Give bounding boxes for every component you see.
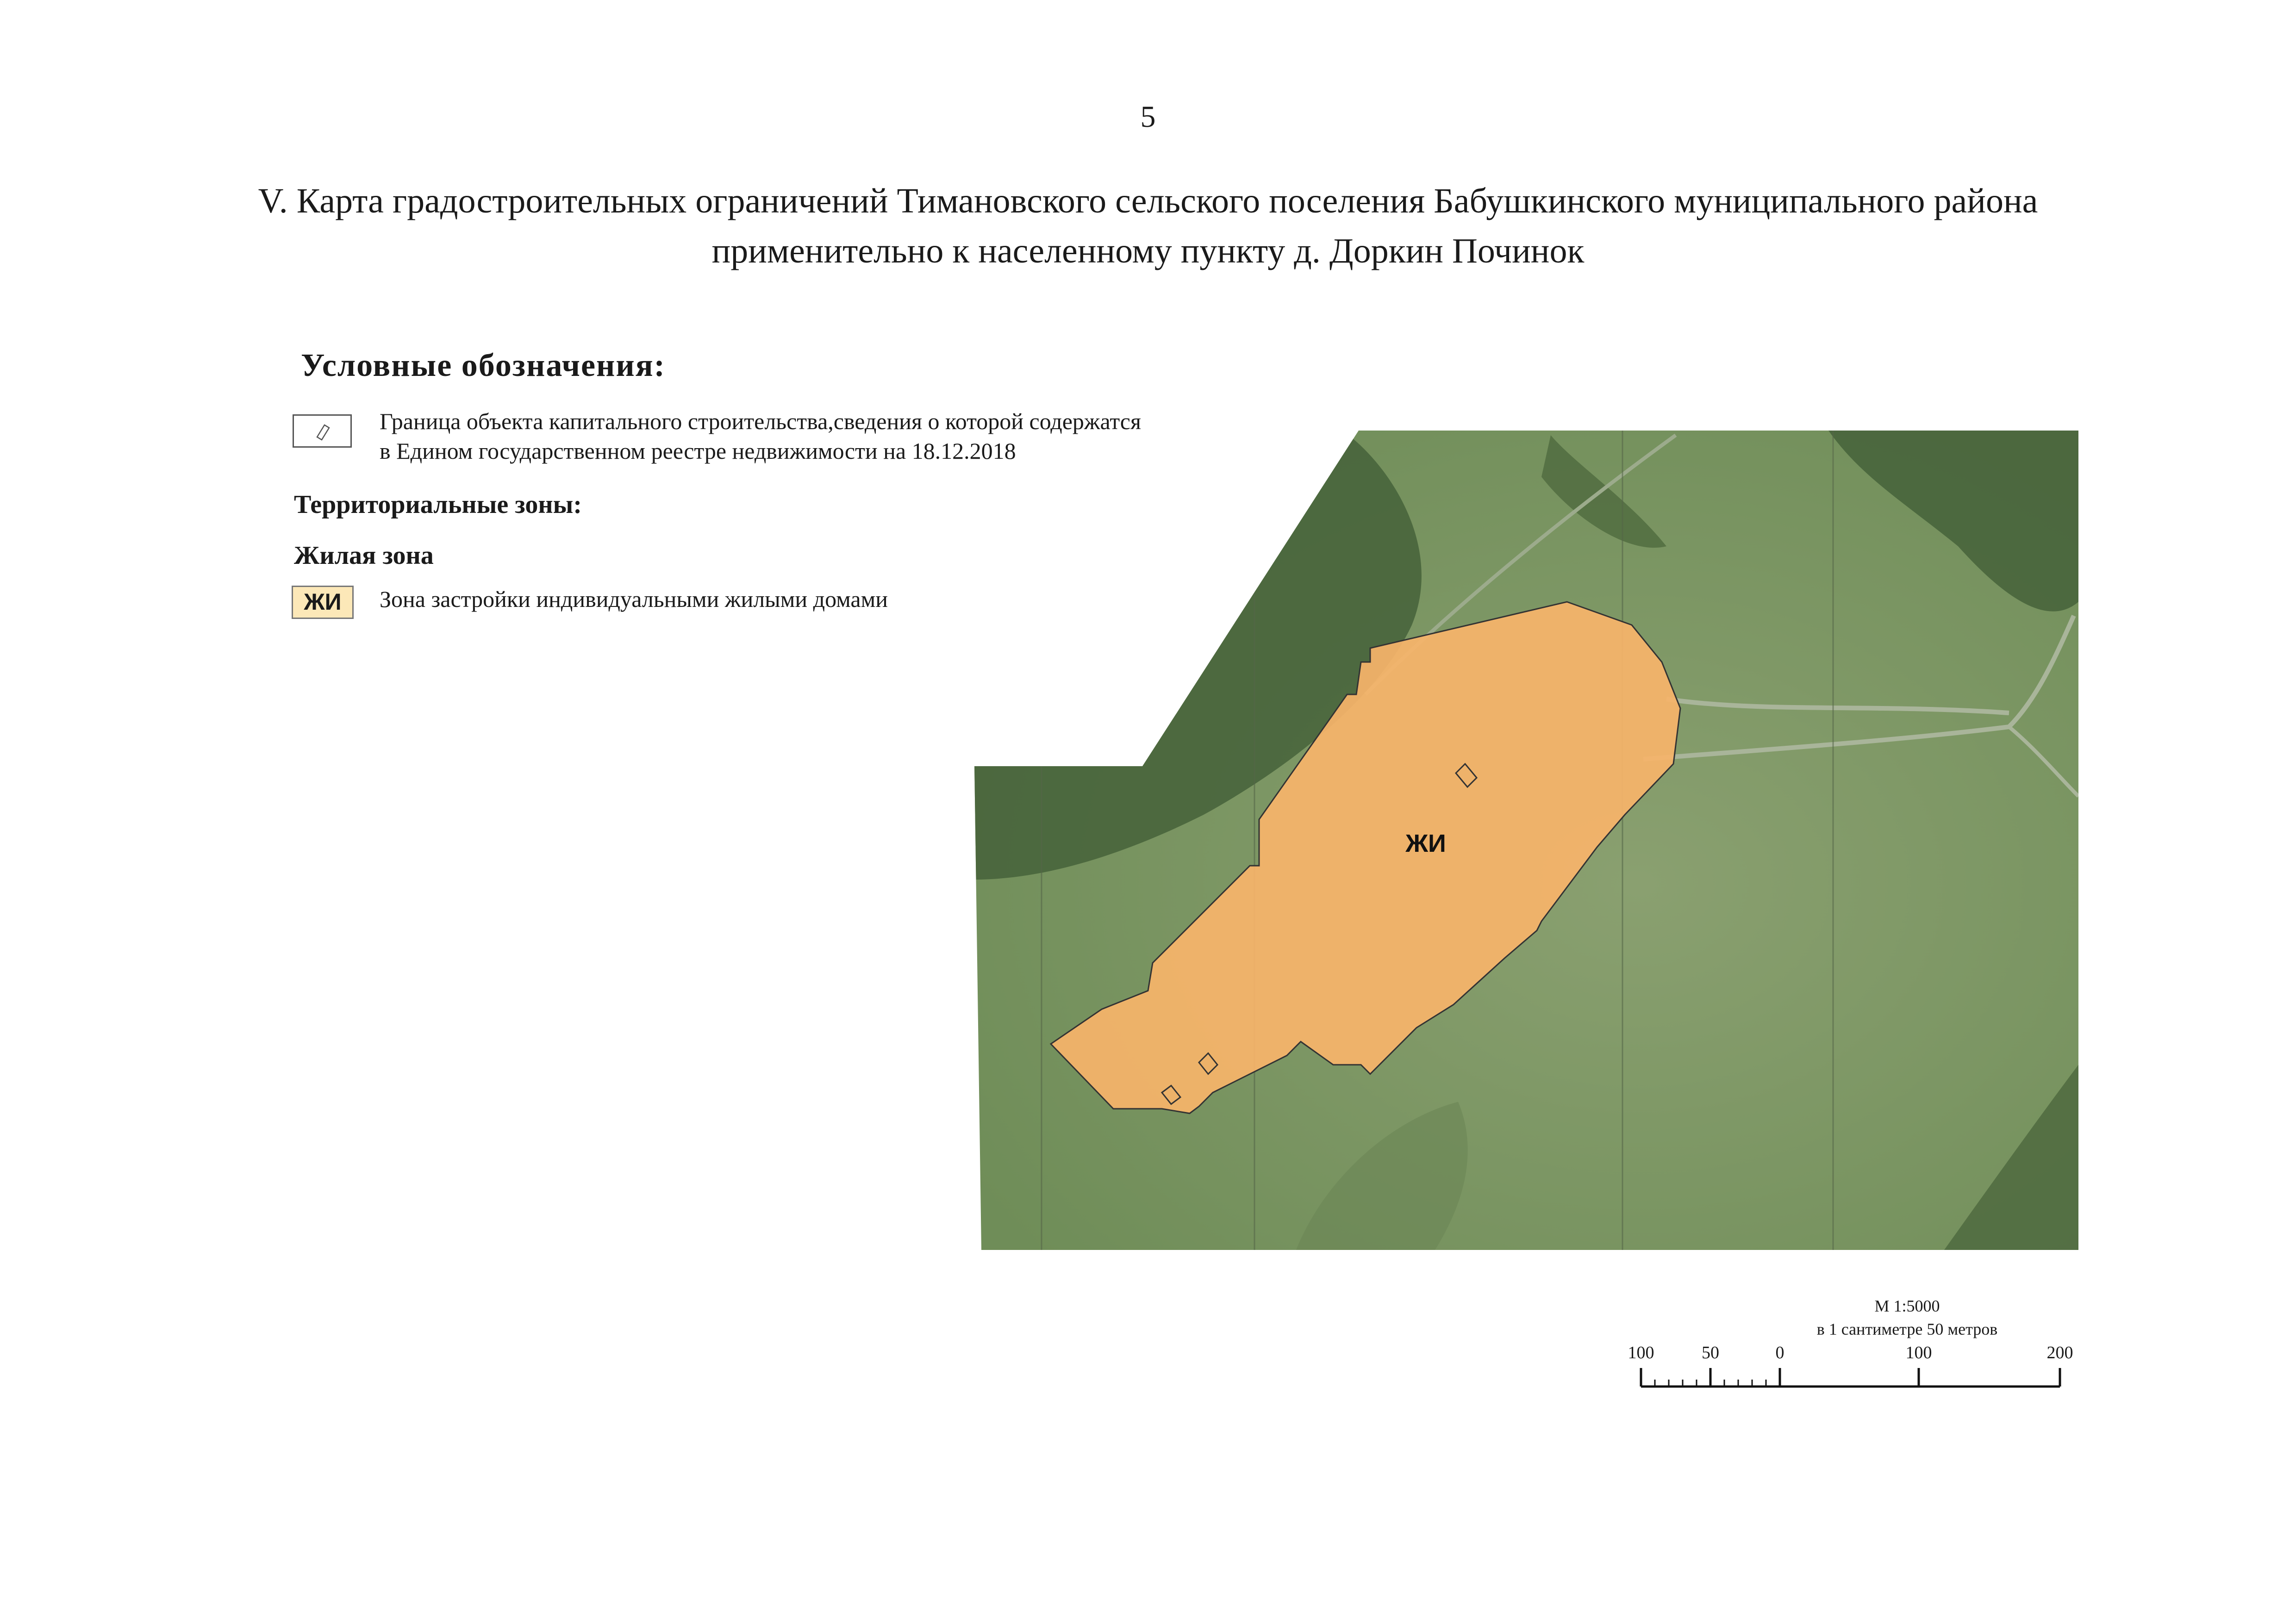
zone-legend-label: Зона застройки индивидуальными жилыми домами <box>380 586 888 612</box>
title-line-1: V. Карта градостроительных ограничений Тимановского сельского поселения Бабушкинского муниципального района <box>258 181 2038 220</box>
title-line-2: применительно к населенному пункту д. Доркин Починок <box>711 231 1585 270</box>
scale-ratio: М 1:5000 <box>1874 1297 1940 1315</box>
zone-map-label: ЖИ <box>1405 830 1446 857</box>
residential-zone-heading: Жилая зона <box>294 541 434 570</box>
scale-tick-label: 200 <box>2046 1343 2073 1362</box>
boundary-legend-line-2: в Едином государственном реестре недвижимости на 18.12.2018 <box>380 438 1016 464</box>
scale-tick-label: 100 <box>1628 1343 1654 1362</box>
scale-tick-label: 50 <box>1702 1343 1719 1362</box>
scale-tick-label: 100 <box>1905 1343 1932 1362</box>
territorial-zones-heading: Территориальные зоны: <box>294 490 582 519</box>
legend-heading: Условные обозначения: <box>301 348 666 383</box>
zone-legend-swatch: ЖИ <box>292 586 354 619</box>
scale-tick-label: 0 <box>1775 1343 1784 1362</box>
boundary-legend-line-1: Граница объекта капитального строительства,сведения о которой содержатся <box>380 408 1141 434</box>
page-number: 5 <box>1140 100 1156 134</box>
scale-description: в 1 сантиметре 50 метров <box>1816 1320 1998 1338</box>
scale-bar <box>1641 1368 2060 1387</box>
